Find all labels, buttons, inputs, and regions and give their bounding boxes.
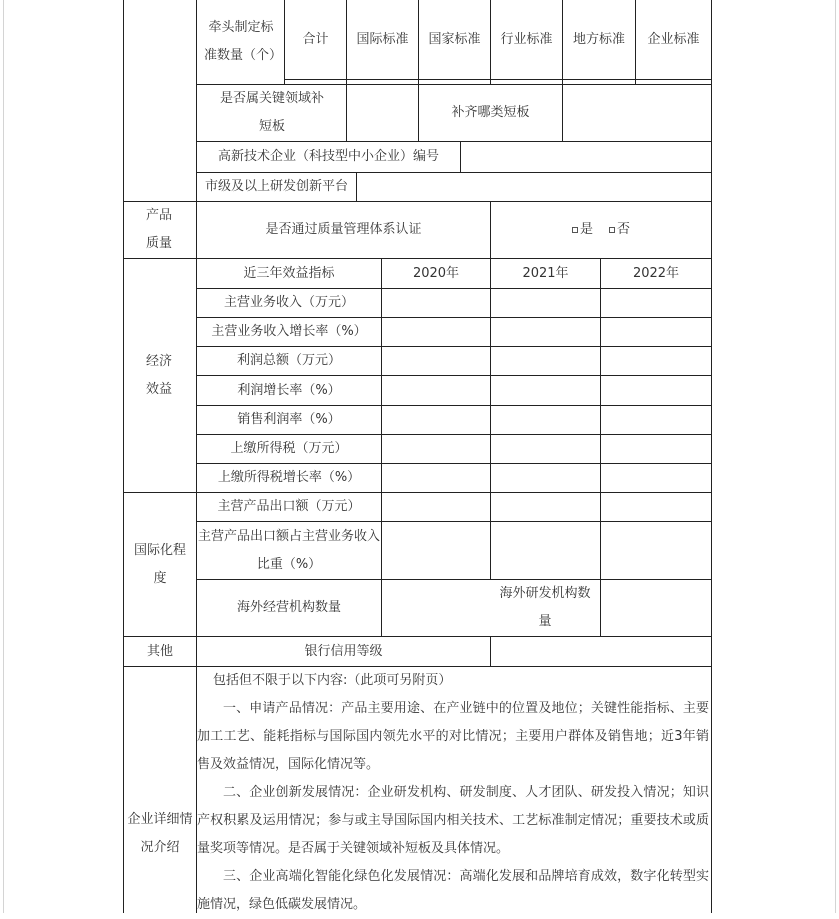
standards-col-national: 国家标准: [428, 31, 481, 47]
page-right-edge: [835, 0, 836, 913]
rd-platform-label: 市级及以上研发创新平台: [204, 179, 348, 194]
details-section-label: 企业详细情况介绍: [127, 812, 193, 855]
overseas-offices-label: 海外经营机构数量: [236, 600, 341, 615]
economic-row-income-tax-growth: 上缴所得税增长率（%）: [217, 470, 361, 485]
quality-section-label: 产品质量: [145, 208, 172, 251]
quality-cert-options: [491, 202, 711, 258]
grid-line: [356, 173, 357, 201]
overseas-rd-label: 海外研发机构数量: [499, 586, 591, 629]
economic-row-profit: 利润总额（万元）: [236, 353, 341, 368]
checkbox-no[interactable]: [609, 227, 615, 233]
standards-col-total: 合计: [302, 31, 329, 47]
year-2022: 2022年: [632, 265, 680, 281]
economic-row-sales-margin: 销售利润率（%）: [237, 412, 341, 427]
export-amount-label: 主营产品出口额（万元）: [217, 499, 361, 514]
standards-col-enterprise: 企业标准: [647, 31, 700, 47]
page-left-edge: [3, 0, 4, 913]
standards-col-industry: 行业标准: [500, 31, 553, 47]
economic-row-revenue-growth: 主营业务收入增长率（%）: [211, 324, 367, 339]
table-border-left: [123, 0, 124, 913]
details-item-product: 一、申请产品情况：产品主要用途、在产业链中的位置及地位；关键性能指标、主要加工工艺、能耗指标与国际国内领先水平的对比情况；主要用户群体及销售地；近3年销售及效益情况，国际化情况等。: [197, 701, 709, 772]
shortboard-type-label: 补齐哪类短板: [451, 105, 530, 120]
credit-rating-label: 银行信用等级: [304, 643, 383, 659]
economic-row-revenue: 主营业务收入（万元）: [223, 295, 354, 310]
standards-col-international: 国际标准: [356, 31, 409, 47]
grid-line: [490, 258, 491, 579]
standards-col-local: 地方标准: [572, 31, 625, 47]
other-section-label: 其他: [146, 643, 173, 659]
details-item-development: 三、企业高端化智能化绿色化发展情况：高端化发展和品牌培育成效，数字化转型实施情况，绿色低碳发展情况。: [197, 869, 709, 912]
standards-count-label: 牵头制定标准数量（个）: [204, 20, 283, 63]
details-intro: 包括但不限于以下内容:（此项可另附页）: [213, 673, 452, 688]
details-item-innovation: 二、企业创新发展情况：企业研发机构、研发制度、人才团队、研发投入情况；知识产权积累及运用情况；参与或主导国际国内相关技术、工艺标准制定情况；重要技术或质量奖项等情况。是否属于关键领域补短板及具体情况。: [197, 785, 709, 856]
table-border-right: [711, 0, 712, 913]
quality-cert-question: 是否通过质量管理体系认证: [265, 222, 422, 237]
grid-line: [490, 636, 491, 666]
year-2020: 2020年: [412, 265, 460, 281]
international-section-label: 国际化程度: [134, 542, 187, 586]
export-ratio-label: 主营产品出口额占主营业务收入比重（%）: [197, 528, 380, 572]
grid-line: [460, 142, 461, 172]
economic-header-label: 近三年效益指标: [243, 265, 335, 281]
economic-section-label: 经济效益: [145, 353, 172, 397]
grid-line: [284, 79, 711, 80]
option-yes-label: 是: [579, 222, 593, 237]
option-no-label: 否: [617, 222, 631, 237]
year-2021: 2021年: [522, 265, 569, 281]
key-field-label: 是否属关键领域补短板: [219, 91, 324, 134]
economic-row-income-tax: 上缴所得税（万元）: [230, 441, 348, 456]
economic-row-profit-growth: 利润增长率（%）: [237, 382, 341, 398]
checkbox-yes[interactable]: [572, 227, 578, 233]
hightech-id-label: 高新技术企业（科技型中小企业）编号: [217, 149, 439, 164]
